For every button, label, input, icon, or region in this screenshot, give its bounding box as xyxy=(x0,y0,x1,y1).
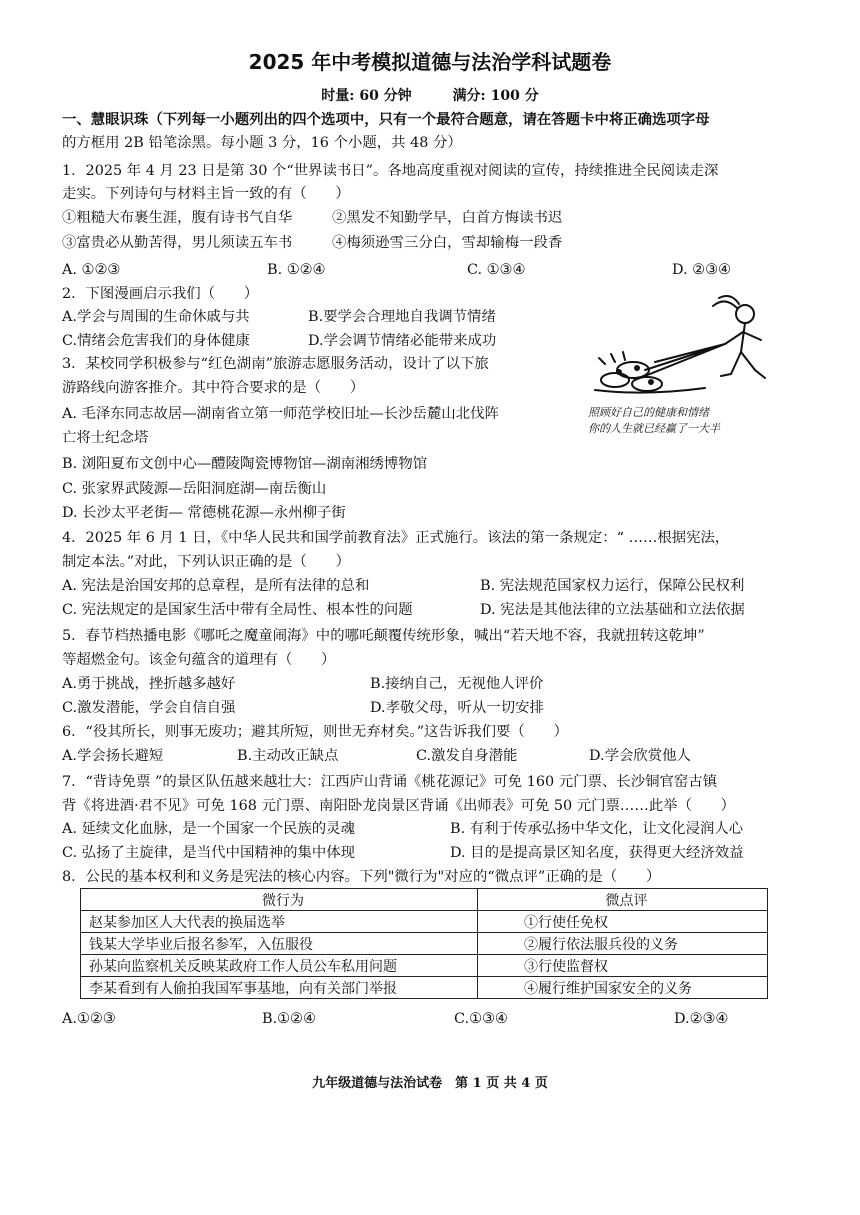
q2-option-d[interactable]: D.学会调节情绪必能带来成功 xyxy=(308,333,497,349)
q8-table xyxy=(80,888,768,999)
cartoon-caption-line1: 照顾好自己的健康和情绪 xyxy=(588,406,709,419)
table-cell: 李某看到有人偷拍我国军事基地，向有关部门举报 xyxy=(81,977,478,999)
q5-stem-line2: 等超燃金句。该金句蕴含的道理有（ ） xyxy=(62,652,336,668)
q8-option-c[interactable]: C.①③④ xyxy=(454,1011,508,1027)
exam-meta xyxy=(0,85,860,105)
table-cell: ③行使监督权 xyxy=(478,955,768,977)
q7-option-b[interactable]: B. 有利于传承弘扬中华文化，让文化浸润人心 xyxy=(450,821,744,837)
q6-option-d[interactable]: D.学会欣赏他人 xyxy=(589,748,691,764)
q1-stem-line2: 走实。下列诗句与材料主旨一致的有（ ） xyxy=(62,186,350,202)
q1-statement-row2 xyxy=(62,232,563,254)
q8-stem: 8．公民的基本权利和义务是宪法的核心内容。下列"微行为"对应的“微点评”正确的是（ ） xyxy=(62,869,661,885)
exam-score: 满分: 100 分 xyxy=(452,88,539,104)
table-row xyxy=(81,977,768,999)
q6-option-c[interactable]: C.激发自身潜能 xyxy=(416,748,518,764)
q1-statement-row1 xyxy=(62,207,563,229)
q6-stem: 6．“役其所长，则事无废功；避其所短，则世无弃材矣。”这告诉我们要（ ） xyxy=(62,724,568,740)
q4-stem-line1: 4．2025 年 6 月 1 日，《中华人民共和国学前教育法》正式施行。该法的第一条规定：“ ……根据宪法， xyxy=(62,530,730,546)
q3-option-c[interactable]: C. 张家界武陵源—岳阳洞庭湖—南岳衡山 xyxy=(62,481,327,497)
q1-statement-3: ③富贵必从勤苦得，男儿须读五车书 xyxy=(62,235,293,251)
q6-option-b[interactable]: B.主动改正缺点 xyxy=(237,748,339,764)
q3-option-a-line2[interactable]: 亡将士纪念塔 xyxy=(62,430,149,446)
table-header-comment: 微点评 xyxy=(478,889,768,911)
q3-option-a-line1[interactable]: A. 毛泽东同志故居—湖南省立第一师范学校旧址—长沙岳麓山北伐阵 xyxy=(62,406,499,422)
q4-option-c[interactable]: C. 宪法规定的是国家生活中带有全局性、根本性的问题 xyxy=(62,602,413,618)
q7-stem-line2: 背《将进酒·君不见》可免 168 元门票、南阳卧龙岗景区背诵《出师表》可免 50 元门票……此举（ ） xyxy=(62,798,736,814)
q1-option-d[interactable]: D. ②③④ xyxy=(672,262,731,278)
page-footer: 九年级道德与法治试卷 第 1 页 共 4 页 xyxy=(312,1076,548,1091)
q1-option-c[interactable]: C. ①③④ xyxy=(467,262,526,278)
q4-stem-line2: 制定本法。”对此，下列认识正确的是（ ） xyxy=(62,554,350,570)
exam-time: 时量: 60 分钟 xyxy=(321,88,412,104)
q1-option-a[interactable]: A. ①②③ xyxy=(62,262,121,278)
q8-option-a[interactable]: A.①②③ xyxy=(62,1011,116,1027)
table-header-row xyxy=(81,889,768,911)
q4-option-b[interactable]: B. 宪法规范国家权力运行，保障公民权利 xyxy=(480,578,745,594)
q5-option-d[interactable]: D.孝敬父母，听从一切安排 xyxy=(370,700,544,716)
q1-statement-4: ④梅须逊雪三分白，雪却输梅一段香 xyxy=(332,235,563,251)
cartoon-caption-line2: 你的人生就已经赢了一大半 xyxy=(588,422,720,435)
q4-option-d[interactable]: D. 宪法是其他法律的立法基础和立法依据 xyxy=(480,602,745,618)
table-header-behavior: 微行为 xyxy=(81,889,478,911)
q7-option-c[interactable]: C. 弘扬了主旋律，是当代中国精神的集中体现 xyxy=(62,845,356,861)
q5-stem-line1: 5．春节档热播电影《哪吒之魔童闹海》中的哪吒颠覆传统形象，喊出“若天地不容，我就扭转这乾坤” xyxy=(62,628,705,644)
q7-stem-line1: 7．“背诗免票 ”的景区队伍越来越壮大：江西庐山背诵《桃花源记》可免 160 元门票、长沙铜官窑古镇 xyxy=(62,774,718,790)
table-row xyxy=(81,911,768,933)
section-heading-line1: 一、慧眼识珠（下列每一小题列出的四个选项中，只有一个最符合题意，请在答题卡中将正确选项字母 xyxy=(62,111,710,128)
q1-statement-1: ①粗糙大布裹生涯，腹有诗书气自华 xyxy=(62,210,293,226)
exam-title: 2025 年中考模拟道德与法治学科试题卷 xyxy=(248,50,612,74)
q3-option-b[interactable]: B. 浏阳夏布文创中心—醴陵陶瓷博物馆—湖南湘绣博物馆 xyxy=(62,456,428,472)
section-heading-line2: 的方框用 2B 铅笔涂黑。每小题 3 分，16 个小题，共 48 分） xyxy=(62,135,462,151)
q7-option-d[interactable]: D. 目的是提高景区知名度，获得更大经济效益 xyxy=(450,845,744,861)
q2-stem: 2．下图漫画启示我们（ ） xyxy=(62,286,259,302)
table-cell: 钱某大学毕业后报名参军，入伍服役 xyxy=(81,933,478,955)
q6-option-a[interactable]: A.学会扬长避短 xyxy=(62,748,164,764)
table-row xyxy=(81,933,768,955)
q8-option-d[interactable]: D.②③④ xyxy=(674,1011,729,1027)
q7-option-a[interactable]: A. 延续文化血脉，是一个国家一个民族的灵魂 xyxy=(62,821,355,837)
q3-stem-line1: 3．某校同学积极参与“红色湖南”旅游志愿服务活动，设计了以下旅 xyxy=(62,356,489,372)
table-cell: ②履行依法服兵役的义务 xyxy=(478,933,768,955)
table-cell: ①行使任免权 xyxy=(478,911,768,933)
q2-option-a[interactable]: A.学会与周围的生命休戚与共 xyxy=(62,309,250,325)
q2-option-b[interactable]: B.要学会合理地自我调节情绪 xyxy=(308,309,496,325)
q5-option-a[interactable]: A.勇于挑战，挫折越多越好 xyxy=(62,676,236,692)
table-cell: 孙某向监察机关反映某政府工作人员公车私用问题 xyxy=(81,955,478,977)
table-cell: 赵某参加区人大代表的换届选举 xyxy=(81,911,478,933)
q1-stem-line1: 1．2025 年 4 月 23 日是第 30 个“世界读书日”。各地高度重视对阅读的宣传，持续推进全民阅读走深 xyxy=(62,163,719,179)
table-cell: ④履行维护国家安全的义务 xyxy=(478,977,768,999)
q8-option-b[interactable]: B.①②④ xyxy=(262,1011,316,1027)
q1-option-b[interactable]: B. ①②④ xyxy=(267,262,326,278)
table-row xyxy=(81,955,768,977)
q3-option-d[interactable]: D. 长沙太平老街— 常德桃花源—永州柳子街 xyxy=(62,505,346,521)
q1-statement-2: ②黑发不知勤学早，白首方悔读书迟 xyxy=(332,210,563,226)
q2-option-c[interactable]: C.情绪会危害我们的身体健康 xyxy=(62,333,250,349)
q3-stem-line2: 游路线向游客推介。其中符合要求的是（ ） xyxy=(62,380,365,396)
q5-option-c[interactable]: C.激发潜能，学会自信自强 xyxy=(62,700,236,716)
q5-option-b[interactable]: B.接纳自己，无视他人评价 xyxy=(370,676,544,692)
q4-option-a[interactable]: A. 宪法是治国安邦的总章程，是所有法律的总和 xyxy=(62,578,370,594)
